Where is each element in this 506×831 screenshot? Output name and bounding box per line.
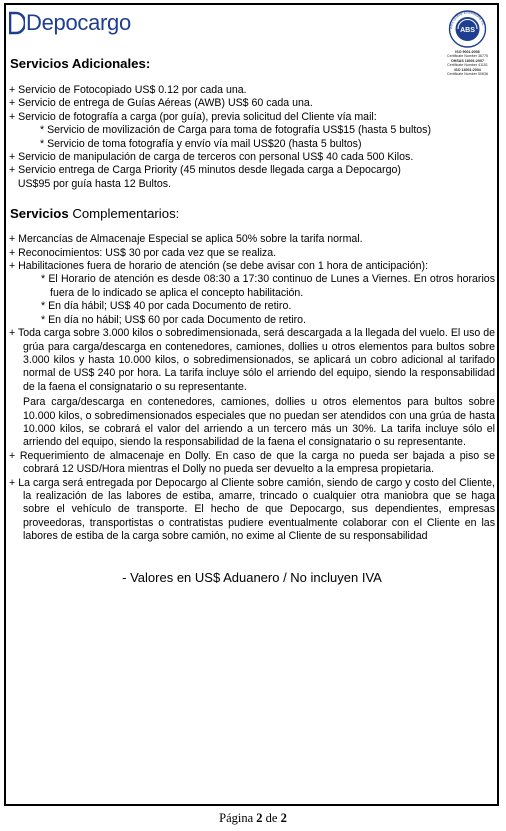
- page-number-footer: Página 2 de 2: [219, 811, 287, 825]
- depocargo-logo: [9, 11, 131, 35]
- list-item: + Servicio de Fotocopiado US$ 0.12 por cada una.: [9, 84, 247, 96]
- sub-list-item: * Servicio de movilización de Carga para toma de fotografía US$15 (hasta 5 bultos): [40, 124, 432, 137]
- certification-seal-icon: [440, 9, 495, 49]
- list-item: + Mercancías de Almacenaje Especial se aplica 50% sobre la tarifa normal.: [9, 233, 363, 246]
- sub-list-item: * El Horario de atención es desde 08:30 a 17:30 continuo de Lunes a Viernes. En otros horarios fuera de lo indicado se aplica el concepto habilitación.: [41, 273, 495, 299]
- sub-list-item: * En día no hábil; US$ 60 por cada Documento de retiro.: [41, 313, 307, 326]
- logo-text: Depocargo: [26, 10, 131, 35]
- svg-text:ABS: ABS: [460, 27, 475, 34]
- seal-ring-text: ABS Quality Evaluations Inc.: [448, 10, 486, 30]
- sub-list-item: * Servicio de toma fotografía y envío vía mail US$20 (hasta 5 bultos): [40, 137, 362, 150]
- toda-carga-paragraph: + Toda carga sobre 3.000 kilos o sobredimensionada, será descargada a la llegada del vuelo. El uso de grúa para carga/descarga en contenedores, camiones, dollies u otros elementos para bultos sobre 3.000 kilos y hasta 10.000 kilos, o sobredimensionados, se aplicará un cobro adicional al tarifado normal de US$ 240 por hora. La tarifa incluye sólo el arriendo del equipo, siendo la responsabilidad de la faena el consignatario o su representante.: [9, 327, 495, 393]
- list-item: + Habilitaciones fuera de horario de atención (se debe avisar con 1 hora de anticipación):: [9, 260, 429, 273]
- servicios-complementarios-heading: Servicios Complementarios:: [10, 206, 180, 222]
- servicios-adicionales-heading: Servicios Adicionales:: [10, 56, 151, 71]
- document-body: [9, 56, 495, 584]
- list-item: + Servicio de manipulación de carga de terceros con personal US$ 40 cada 500 Kilos.: [9, 151, 414, 164]
- list-item: + Reconocimientos: US$ 30 por cada vez que se realiza.: [9, 246, 277, 259]
- list-item: + Servicio entrega de Carga Priority (45 minutos desde llegada carga a Depocargo): [9, 164, 401, 177]
- toda-carga-paragraph-2: Para carga/descarga en contenedores, camiones, dollies u otros elementos para bultos sobre 10.000 kilos, o sobredimensionados especiales que no puedan ser atendidos con una grúa de hasta 10.000 kilos, se cobrará el valor del arriendo a un tercero más un 30%. La tarifa incluye sólo el arriendo del equipo, siendo la responsabilidad de la faena el consignatario o su representante.: [23, 396, 495, 449]
- list-item: US$95 por guía hasta 12 Bultos.: [9, 177, 171, 190]
- certification-lines: ISO 9001:2008 Certificate Number 36775 OHSAS 18001:2007 Certificate Number 41151 ISO 14001:2004 Certificate Number 50636: [447, 50, 488, 77]
- valores-note: - Valores en US$ Aduanero / No incluyen IVA: [122, 569, 382, 585]
- list-item: + Servicio de entrega de Guías Aéreas (AWB) US$ 60 cada una.: [9, 97, 313, 110]
- list-item: + Servicio de fotografía a carga (por guía), previa solicitud del Cliente vía mail:: [9, 110, 377, 123]
- sub-list-item: * En día hábil; US$ 40 por cada Documento de retiro.: [41, 300, 292, 313]
- entrega-paragraph: + La carga será entregada por Depocargo al Cliente sobre camión, siendo de cargo y costo del Cliente, la realización de las labores de estiba, amarre, trincado o cualquier otra maniobra que se haga sobre el vehículo de transporte. El hecho de que Depocargo, sus dependientes, empresas proveedoras, transportistas o contratistas pudiere eventualmente colaborar con el Cliente en las labores de estiba de la carga sobre camión, no exime al Cliente de su responsabilidad: [9, 476, 495, 543]
- logo-d-mark-icon: [9, 11, 25, 35]
- dolly-paragraph: + Requerimiento de almacenaje en Dolly. En caso de que la carga no pueda ser bajada a piso se cobrará 12 USD/Hora mientras el Dolly no pueda ser devuelto a la empresa propietaria.: [9, 449, 495, 476]
